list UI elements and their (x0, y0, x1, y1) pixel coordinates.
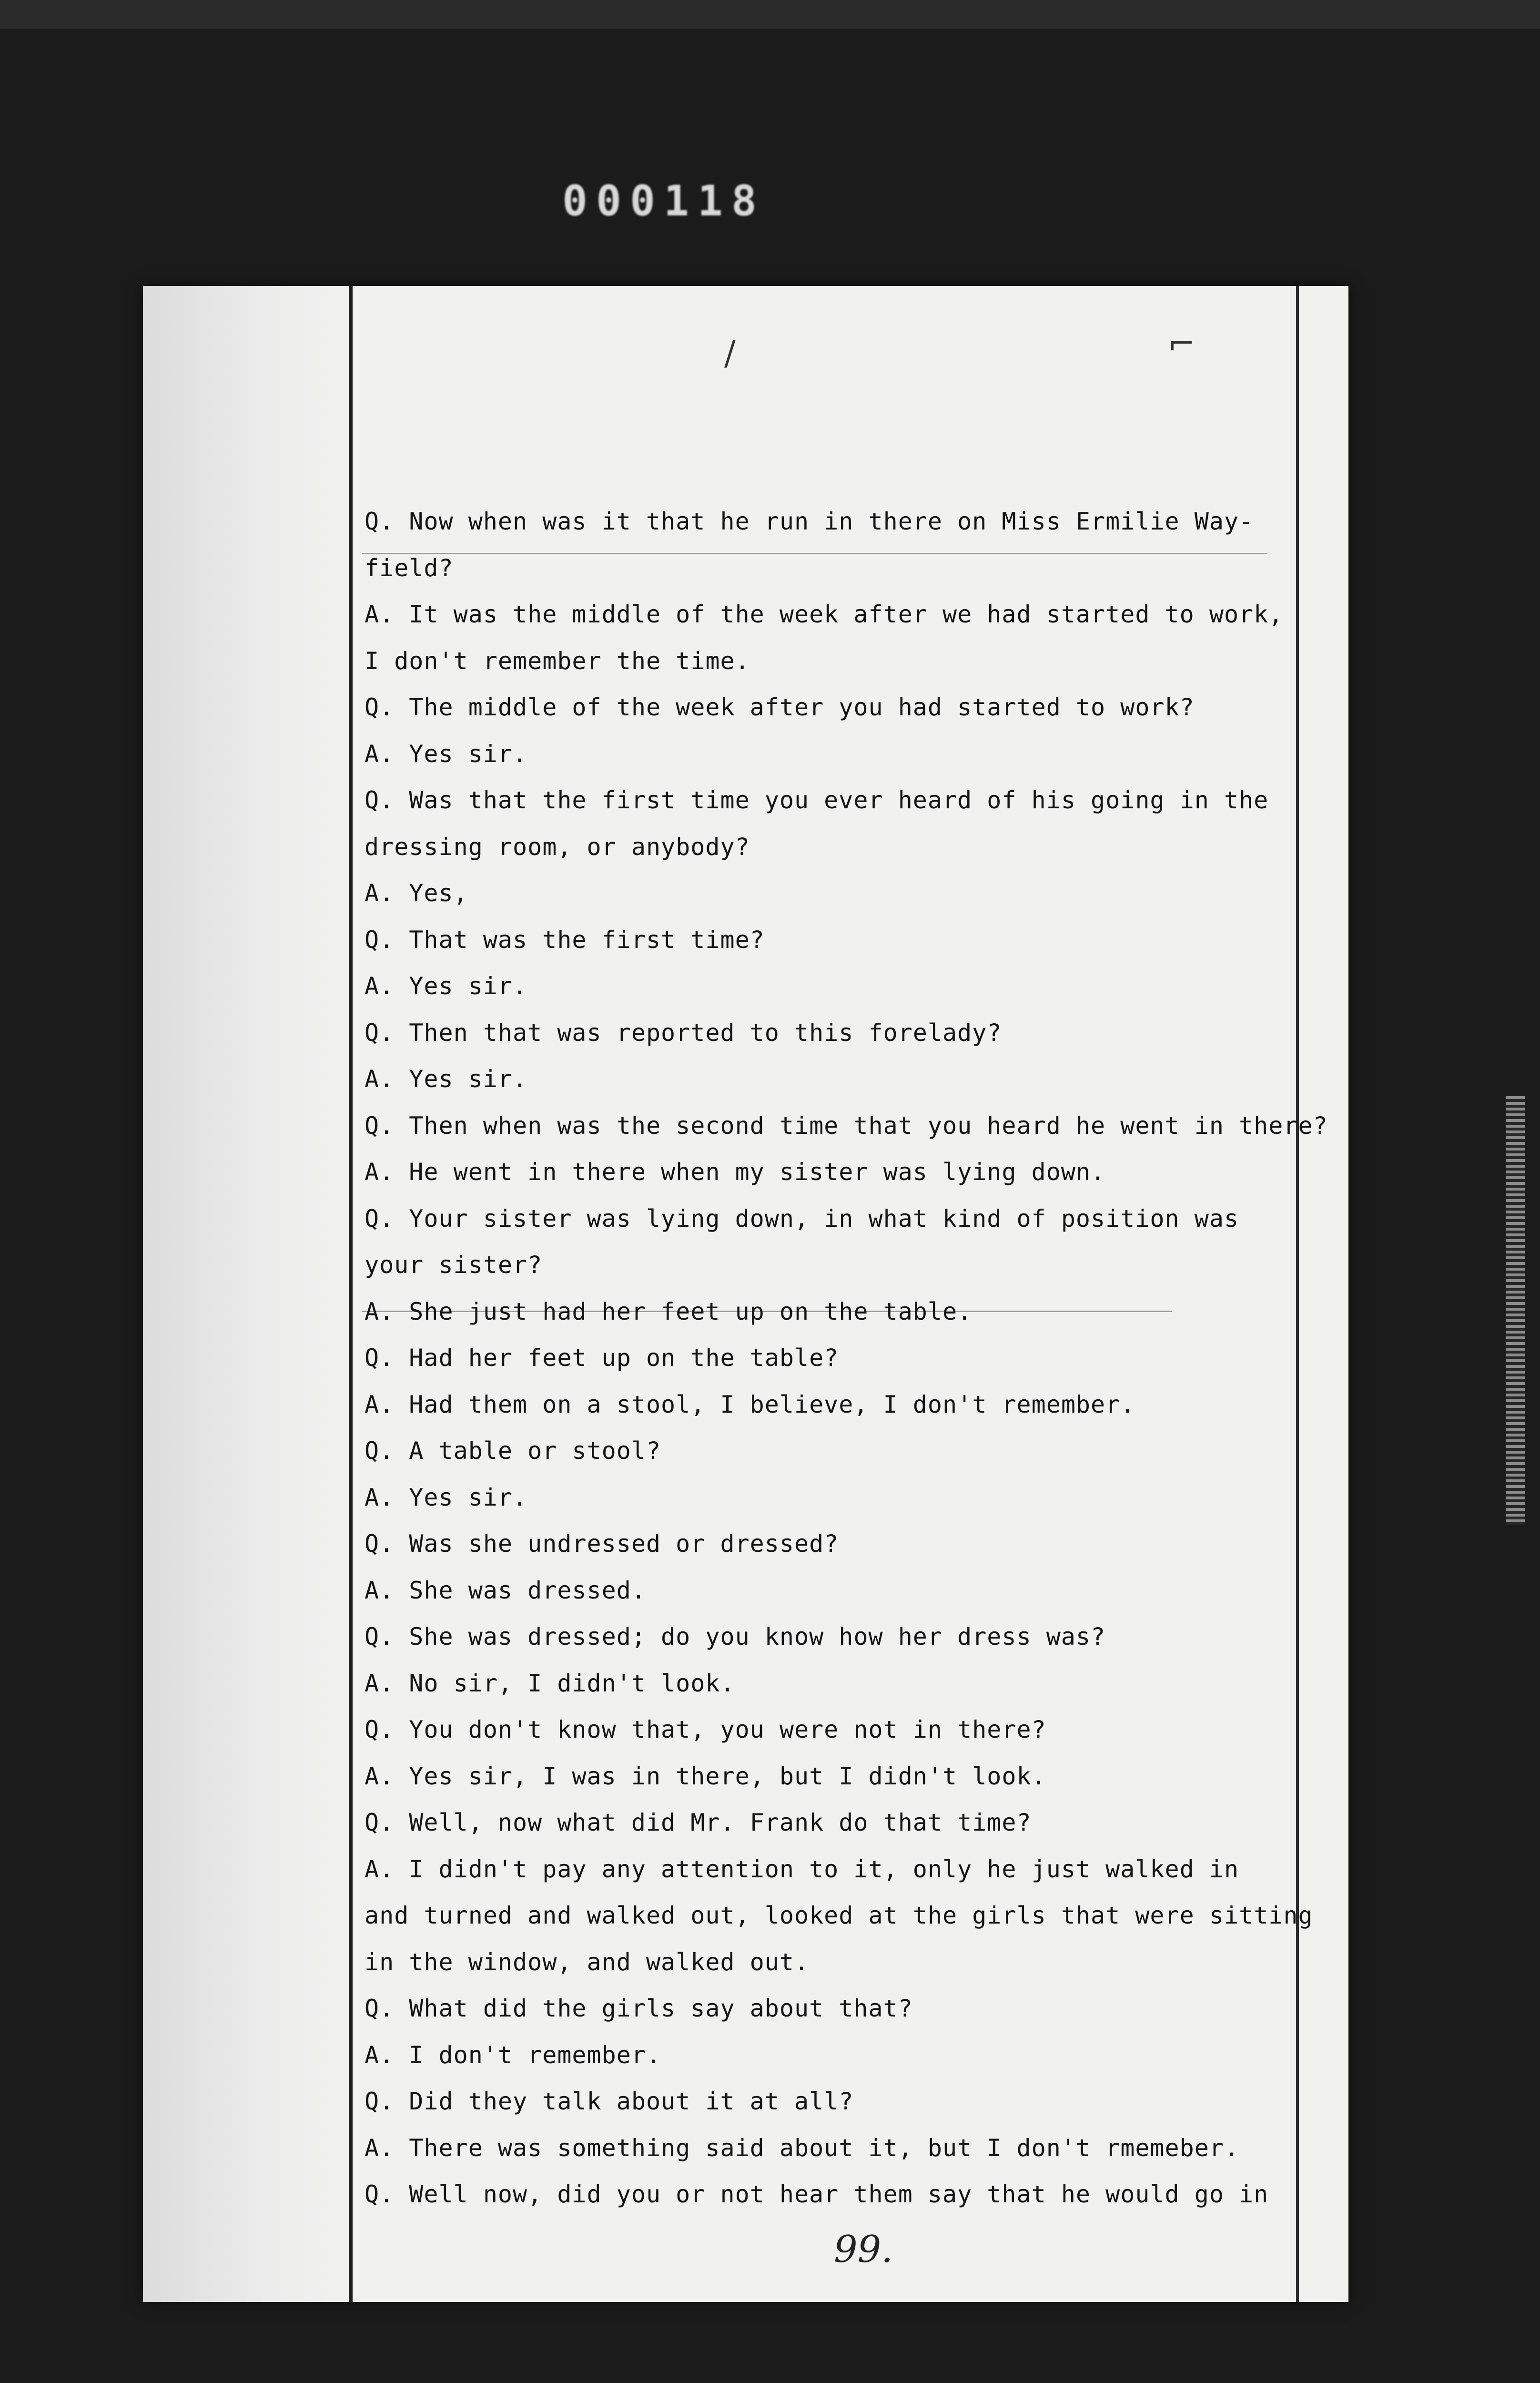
transcript-line: Q. Did they talk about it at all? (365, 2088, 854, 2115)
transcript-line: A. She just had her feet up on the table. (365, 1298, 973, 1325)
transcript-line: A. Yes sir, I was in there, but I didn't look. (365, 1762, 1046, 1790)
transcript-line: A. Yes sir. (365, 1065, 528, 1093)
transcript-line: Q. Now when was it that he run in there on Miss Ermilie Way- (365, 508, 1254, 535)
transcript-line: Q. Well now, did you or not hear them say that he would go in (365, 2180, 1269, 2208)
transcript-line: A. Yes sir. (365, 972, 528, 1000)
transcript-line: A. Yes, (365, 879, 468, 907)
left-margin (143, 286, 348, 2302)
transcript-line: A. I didn't pay any attention to it, only he just walked in (365, 1855, 1239, 1883)
transcript-line: Q. The middle of the week after you had started to work? (365, 693, 1195, 721)
transcript-line: A. Yes sir. (365, 740, 528, 768)
page-number: 99. (834, 2228, 893, 2271)
transcript-line: A. Yes sir. (365, 1484, 528, 1511)
transcript-line: field? (365, 554, 454, 582)
film-frame-border (0, 0, 1540, 29)
transcript-line: Q. That was the first time? (365, 926, 765, 954)
pencil-mark: ⌐ (1167, 324, 1196, 363)
transcript-line: Q. Was she undressed or dressed? (365, 1530, 839, 1558)
transcript-line: Q. What did the girls say about that? (365, 1995, 913, 2022)
transcript-line: Q. Then when was the second time that you heard he went in there? (365, 1112, 1328, 1140)
transcript-line: Q. Had her feet up on the table? (365, 1344, 839, 1372)
left-margin-rule (349, 286, 353, 2302)
transcript-line: and turned and walked out, looked at the girls that were sitting (365, 1902, 1313, 1929)
transcript-line: A. She was dressed. (365, 1577, 646, 1604)
transcript-line: Q. She was dressed; do you know how her dress was? (365, 1623, 1106, 1650)
transcript-line: Q. Your sister was lying down, in what kind of position was (365, 1205, 1239, 1232)
document-page (143, 286, 1348, 2302)
transcript-line: A. I don't remember. (365, 2041, 661, 2069)
transcript-line: A. Had them on a stool, I believe, I don't remember. (365, 1391, 1135, 1418)
faint-rule (362, 553, 1267, 554)
transcript-line: A. There was something said about it, but I don't rmemeber. (365, 2134, 1239, 2162)
transcript-line: A. No sir, I didn't look. (365, 1670, 735, 1697)
transcript-line: A. It was the middle of the week after we had started to work, (365, 601, 1284, 628)
right-margin-rule (1296, 286, 1299, 2302)
transcript-line: A. He went in there when my sister was lying down. (365, 1158, 1106, 1186)
transcript-line: your sister? (365, 1251, 543, 1279)
transcript-line: dressing room, or anybody? (365, 833, 750, 861)
transcript-line: I don't remember the time. (365, 647, 750, 675)
pencil-mark: / (724, 334, 736, 373)
transcript-line: Q. A table or stool? (365, 1437, 661, 1465)
transcript-line: Q. Well, now what did Mr. Frank do that time? (365, 1809, 1032, 1836)
transcript-line: Q. You don't know that, you were not in there? (365, 1716, 1046, 1743)
archive-stamp: 000118 (562, 176, 765, 225)
film-edge-noise (1506, 1096, 1525, 1525)
transcript-line: Q. Was that the first time you ever heard of his going in the (365, 786, 1269, 814)
transcript-line: Q. Then that was reported to this forelady? (365, 1019, 1002, 1047)
transcript-line: in the window, and walked out. (365, 1948, 810, 1976)
